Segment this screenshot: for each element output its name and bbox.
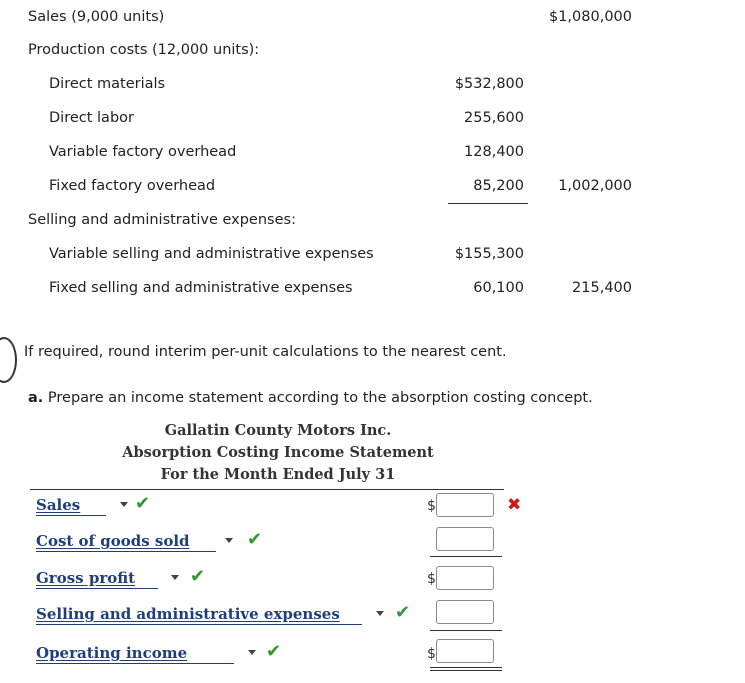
sales-label: Sales (9,000 units): [28, 9, 165, 25]
operating-income-select-value: Operating income: [36, 644, 188, 662]
selling-subtotal-rule: [430, 630, 502, 631]
question-a: [28, 390, 593, 406]
statement-header-rule: [30, 489, 504, 490]
selling-admin-expenses-row-select[interactable]: [36, 604, 386, 624]
fixed-selling-amount: 60,100: [473, 280, 524, 296]
variable-factory-overhead-amount: 128,400: [464, 144, 524, 160]
production-subtotal-rule: [448, 203, 528, 204]
gross-profit-row-select[interactable]: [36, 568, 182, 588]
variable-selling-amount: $155,300: [454, 246, 524, 262]
cogs-select-value: Cost of goods sold: [36, 532, 190, 550]
select-underline: [36, 515, 106, 516]
company-name: Gallatin County Motors Inc.: [164, 422, 392, 439]
check-icon: ✔: [247, 529, 263, 550]
double-rule-top: [430, 667, 502, 668]
dollar-sign: $: [427, 646, 436, 662]
chevron-down-icon: [171, 575, 179, 580]
question-text: Prepare an income statement according to the absorption costing concept.: [47, 390, 593, 406]
production-costs-total: 1,002,000: [558, 178, 632, 194]
cross-icon: ✖: [507, 495, 522, 515]
gross-profit-amount-input[interactable]: [436, 566, 494, 590]
selling-expenses-total: 215,400: [572, 280, 632, 296]
variable-selling-label: Variable selling and administrative expenses: [49, 246, 374, 262]
select-underline: [36, 551, 216, 552]
chevron-down-icon: [248, 650, 256, 655]
operating-income-amount-input[interactable]: [436, 639, 494, 663]
cost-of-goods-sold-row-select[interactable]: [36, 531, 240, 551]
sales-total: $1,080,000: [548, 9, 632, 25]
direct-materials-label: Direct materials: [49, 76, 166, 92]
dollar-sign: $: [427, 571, 436, 587]
chevron-down-icon: [376, 611, 384, 616]
select-underline: [36, 663, 234, 664]
select-underline: [36, 624, 362, 625]
production-header: Production costs (12,000 units):: [28, 42, 260, 58]
gross-profit-select-value: Gross profit: [36, 569, 136, 587]
rounding-instruction: If required, round interim per-unit calculations to the nearest cent.: [24, 344, 507, 360]
cogs-subtotal-rule: [430, 556, 502, 557]
check-icon: ✔: [135, 493, 151, 514]
statement-period: For the Month Ended July 31: [160, 466, 396, 483]
select-underline: [36, 588, 158, 589]
check-icon: ✔: [190, 566, 206, 587]
direct-labor-amount: 255,600: [464, 110, 524, 126]
fixed-selling-label: Fixed selling and administrative expenses: [49, 280, 353, 296]
selling-admin-amount-input[interactable]: [436, 600, 494, 624]
sales-amount-input[interactable]: [436, 493, 494, 517]
double-rule-bottom: [430, 670, 502, 671]
direct-materials-amount: $532,800: [454, 76, 524, 92]
selling-admin-select-value: Selling and administrative expenses: [36, 605, 340, 623]
selling-header: Selling and administrative expenses:: [28, 212, 296, 228]
dollar-sign: $: [427, 498, 436, 514]
variable-factory-overhead-label: Variable factory overhead: [49, 144, 237, 160]
statement-title: Absorption Costing Income Statement: [122, 444, 434, 461]
fixed-factory-overhead-label: Fixed factory overhead: [49, 178, 216, 194]
chevron-down-icon: [225, 538, 233, 543]
chevron-down-icon: [120, 502, 128, 507]
cogs-amount-input[interactable]: [436, 527, 494, 551]
left-bracket-decoration: [0, 337, 17, 383]
check-icon: ✔: [266, 641, 282, 662]
sales-select-value: Sales: [36, 496, 81, 514]
fixed-factory-overhead-amount: 85,200: [473, 178, 524, 194]
direct-labor-label: Direct labor: [49, 110, 134, 126]
operating-income-row-select[interactable]: [36, 643, 258, 663]
sales-row-select[interactable]: [36, 495, 130, 515]
question-letter: a.: [28, 390, 44, 406]
check-icon: ✔: [395, 602, 411, 623]
